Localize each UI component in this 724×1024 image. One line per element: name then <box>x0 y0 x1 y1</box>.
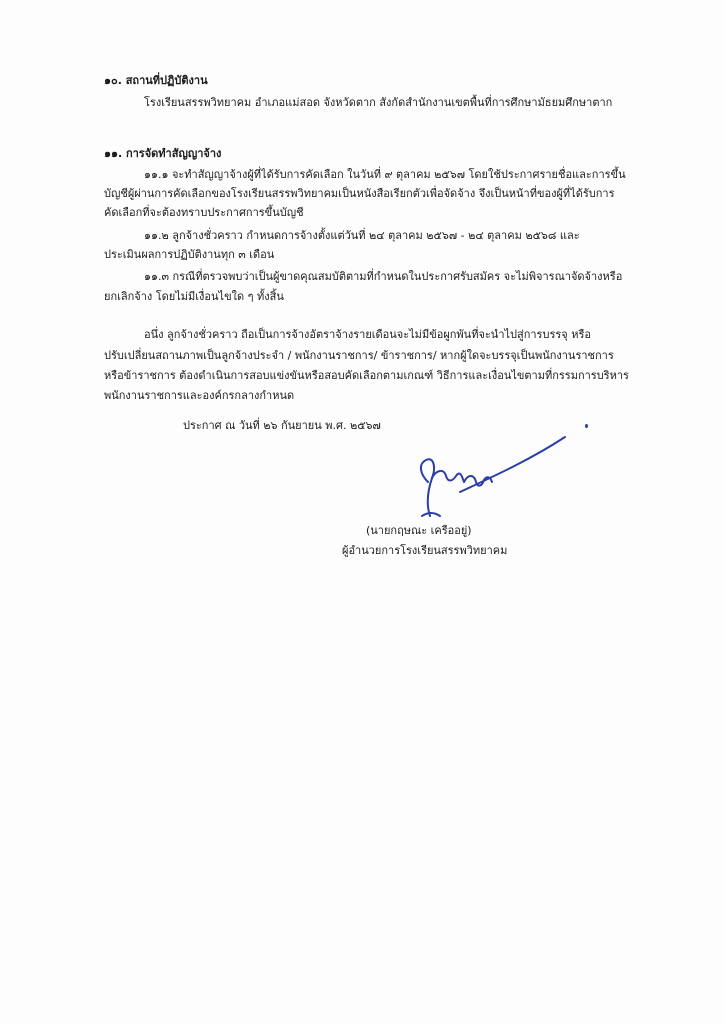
section-11-1-line2: บัญชีผู้ผ่านการคัดเลือกของโรงเรียนสรรพวิทยาคมเป็นหนังสือเรียกตัวเพื่อจัดจ้าง จึงเป็นหน้าที่ของผู้ที่ได้รับการ <box>104 187 615 200</box>
note-line3: หรือข้าราชการ ต้องดำเนินการสอบแข่งขันหรือสอบคัดเลือกตามเกณฑ์ วิธีการและเงื่อนไขตามที่กรรมการบริหาร <box>104 369 629 382</box>
section-11-heading: ๑๑. การจัดทำสัญญาจ้าง <box>104 147 222 160</box>
section-10-body: โรงเรียนสรรพวิทยาคม อำเภอแม่สอด จังหวัดตาก สังกัดสำนักงานเขตพื้นที่การศึกษามัธยมศึกษาตาก <box>144 96 613 109</box>
section-10-heading: ๑๐. สถานที่ปฏิบัติงาน <box>104 74 208 87</box>
note-line4: พนักงานราชการและองค์กรกลางกำหนด <box>104 389 295 402</box>
ink-dot <box>585 424 588 428</box>
section-11-3-line1: ๑๑.๓ กรณีที่ตรวจพบว่าเป็นผู้ขาดคุณสมบัติตามที่กำหนดในประกาศรับสมัคร จะไม่พิจารณาจัดจ้างหรือ <box>144 270 623 283</box>
signatory-name: (นายกฤษณะ เครืออยู่) <box>366 524 472 537</box>
note-line2: ปรับเปลี่ยนสถานภาพเป็นลูกจ้างประจำ / พนักงานราชการ/ ข้าราชการ/ หากผู้ใดจะบรรจุเป็นพนักงานราชการ <box>104 349 614 362</box>
note-line1: อนึ่ง ลูกจ้างชั่วคราว ถือเป็นการจ้างอัตราจ้างรายเดือนจะไม่มีข้อผูกพันที่จะนำไปสู่การบรรจุ หรือ <box>144 328 591 341</box>
section-11-3-line2: ยกเลิกจ้าง โดยไม่มีเงื่อนไขใด ๆ ทั้งสิ้น <box>104 290 284 303</box>
announcement-date: ประกาศ ณ วันที่ ๒๖ กันยายน พ.ศ. ๒๕๖๗ <box>183 419 381 432</box>
signatory-position: ผู้อำนวยการโรงเรียนสรรพวิทยาคม <box>342 544 508 557</box>
section-11-1-line3: คัดเลือกที่จะต้องทราบประกาศการขึ้นบัญชี <box>104 206 304 219</box>
section-11-2-line1: ๑๑.๒ ลูกจ้างชั่วคราว กำหนดการจ้างตั้งแต่วันที่ ๒๔ ตุลาคม ๒๕๖๗ - ๒๔ ตุลาคม ๒๕๖๘ และ <box>144 229 580 242</box>
section-11-1-line1: ๑๑.๑ จะทำสัญญาจ้างผู้ที่ได้รับการคัดเลือก ในวันที่ ๙ ตุลาคม ๒๕๖๗ โดยใช้ประกาศรายชื่อและการขึ้น <box>144 168 626 181</box>
handwritten-signature <box>400 412 600 522</box>
section-11-2-line2: ประเมินผลการปฏิบัติงานทุก ๓ เดือน <box>104 248 275 261</box>
